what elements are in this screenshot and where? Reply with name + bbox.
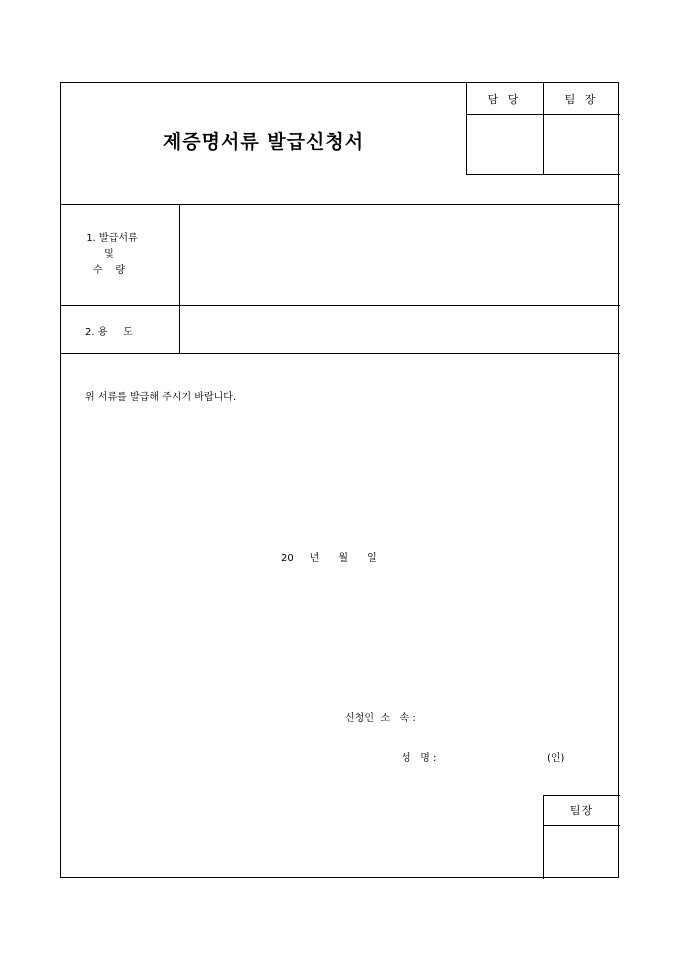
application-form [60,82,619,878]
approval-box-bottom-border [466,174,620,175]
row2-label: 2. 용 도 [85,327,133,338]
bottom-box-sign-area [544,826,619,878]
approval-header-team-lead: 팀 장 [564,93,599,106]
row1-label-line1: 1. 발급서류 [86,233,138,244]
applicant-affiliation-label: 신청인 소 속 : [345,713,416,724]
row1-label-line3: 수 량 [92,265,126,276]
date-line: 20 년 월 일 [281,553,377,564]
row1-label [61,231,179,279]
name-field[interactable] [453,745,543,763]
page-title: 제증명서류 발급신청서 [162,131,365,153]
applicant-name-label: 성 명 : [401,753,437,764]
document-quantity-field[interactable] [180,205,619,304]
approval-header-staff: 담 당 [487,93,522,106]
affiliation-field[interactable] [453,705,603,723]
purpose-field[interactable] [180,306,619,352]
seal-mark: (인) [547,753,565,764]
row1-label-line2: 및 [104,249,114,260]
bottom-box-top-border [543,795,620,796]
bottom-box-header-team-lead: 팀장 [569,804,594,817]
row2-divider [61,353,620,354]
request-statement: 위 서류를 발급해 주시기 바랍니다. [85,392,237,403]
approval-sign-team-lead [544,115,619,173]
approval-sign-staff [467,115,542,173]
